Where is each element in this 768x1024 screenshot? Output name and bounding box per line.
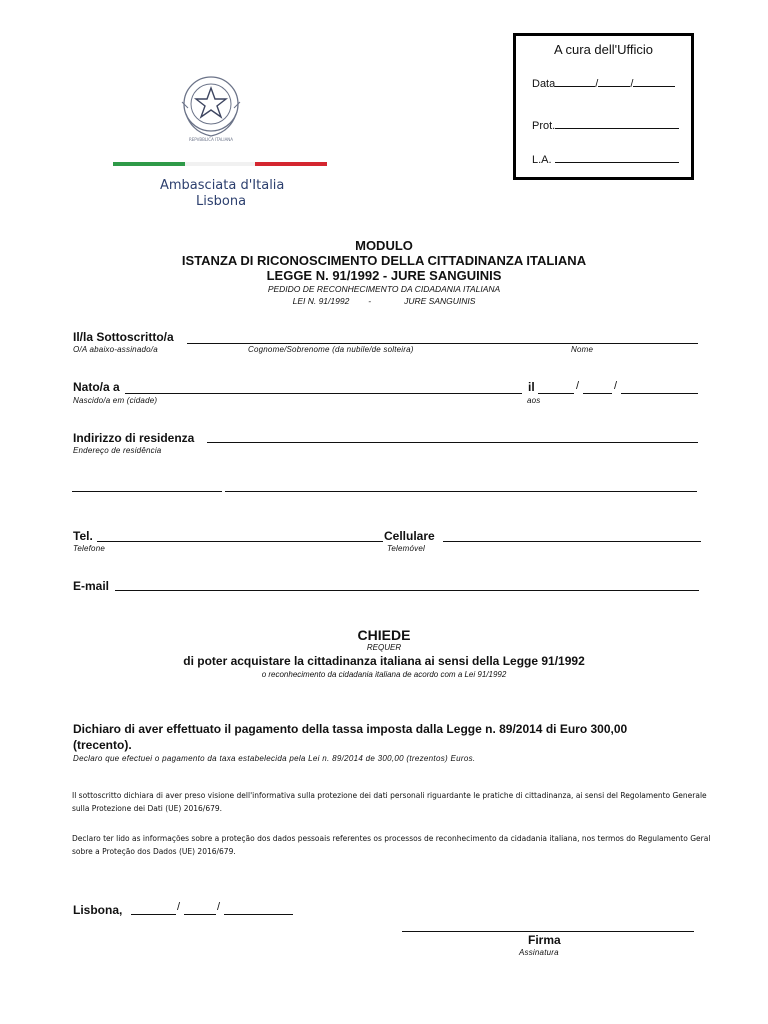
form-title-pt: PEDIDO DE RECONHECIMENTO DA CIDADANIA ITALIANA [267, 284, 501, 294]
tel-label: Tel. [73, 529, 93, 543]
chiede-heading: CHIEDE [357, 627, 411, 643]
email-field[interactable] [115, 590, 699, 591]
sottoscritto-sub: O/A abaixo-assinado/a [73, 345, 158, 354]
assinatura-label: Assinatura [519, 948, 559, 957]
nome-sub: Nome [571, 345, 594, 354]
office-la-row: L.A. [532, 152, 679, 166]
birth-year-field[interactable] [621, 393, 698, 394]
cellulare-sub: Telemóvel [387, 544, 425, 553]
tel-sub: Telefone [73, 544, 105, 553]
city-label: Lisbona, [73, 903, 123, 917]
requer-heading: REQUER [366, 643, 402, 652]
office-box-title: A cura dell'Ufficio [553, 42, 654, 57]
tel-field[interactable] [97, 541, 383, 542]
emblem-icon [178, 70, 244, 144]
form-title: MODULO [355, 238, 413, 253]
indirizzo-field[interactable] [207, 442, 698, 443]
il-label: il [528, 380, 535, 394]
flag-stripe-red [255, 162, 327, 166]
nato-label: Nato/a a [73, 380, 120, 394]
firma-label: Firma [528, 933, 561, 947]
date-separator: / [576, 380, 580, 392]
sign-year-field[interactable] [224, 914, 293, 915]
payment-pt: Declaro que efectuei o pagamento da taxa estabelecida pela Lei n. 89/2014 de 300,00 (trezentos) Euros. [73, 754, 476, 763]
request-text-pt: o reconhecimento da cidadania italiana de acordo com a Lei 91/1992 [261, 670, 507, 679]
cellulare-label: Cellulare [384, 529, 435, 543]
form-law: LEGGE N. 91/1992 - JURE SANGUINIS [266, 268, 502, 283]
nato-sub: Nascido/a em (cidade) [73, 396, 158, 405]
flag-stripe-green [113, 162, 185, 166]
payment-line1: Dichiaro di aver effettuato il pagamento della tassa imposta dalla Legge n. 89/2014 di Euro 300,00 [73, 722, 628, 736]
indirizzo-sub: Endereço de residência [73, 446, 162, 455]
request-text: di poter acquistare la cittadinanza italiana ai sensi della Legge 91/1992 [183, 654, 585, 668]
indirizzo-label: Indirizzo di residenza [73, 431, 195, 445]
cognome-sub: Cognome/Sobrenome (da nubile/de solteira) [248, 345, 414, 354]
sottoscritto-field[interactable] [187, 343, 698, 344]
indirizzo-field-2a[interactable] [72, 491, 222, 492]
form-law-pt: LEI N. 91/1992 - JURE SANGUINIS [292, 296, 476, 306]
date-separator: / [217, 901, 221, 913]
signature-field[interactable] [402, 931, 694, 932]
cellulare-field[interactable] [443, 541, 701, 542]
sign-day-field[interactable] [131, 914, 176, 915]
office-use-box [513, 33, 694, 180]
payment-line2: (trecento). [73, 738, 132, 752]
aos-sub: aos [527, 396, 541, 405]
office-date-row: Data / / [532, 76, 675, 90]
nato-field[interactable] [125, 393, 522, 394]
embassy-name: Ambasciata d'Italia [160, 178, 285, 193]
sign-month-field[interactable] [184, 914, 216, 915]
birth-day-field[interactable] [538, 393, 574, 394]
embassy-city: Lisbona [196, 194, 247, 209]
privacy-pt: Declaro ter lido as informações sobre a proteção dos dados pessoais referentes os processos de reconhecimento da cidadania italiana, nos termos do Regulamento Geral sobre a Proteção dos Dados (UE) 2016/679. [72, 834, 711, 856]
flag-stripe-white [185, 162, 255, 166]
sottoscritto-label: Il/la Sottoscritto/a [73, 330, 174, 344]
email-label: E-mail [73, 579, 110, 593]
svg-text:REPVBBLICA ITALIANA: REPVBBLICA ITALIANA [188, 137, 234, 142]
date-separator: / [614, 380, 618, 392]
birth-month-field[interactable] [583, 393, 612, 394]
privacy-it: Il sottoscritto dichiara di aver preso visione dell'informativa sulla protezione dei dati personali riguardante le pratiche di cittadinanza, ai sensi del Regolamento Generale sulla Protezione dei Dati (UE) 2016/679. [72, 791, 707, 813]
date-separator: / [177, 901, 181, 913]
indirizzo-field-2b[interactable] [225, 491, 697, 492]
form-subtitle: ISTANZA DI RICONOSCIMENTO DELLA CITTADINANZA ITALIANA [181, 253, 587, 268]
office-prot-row: Prot. [532, 118, 679, 132]
